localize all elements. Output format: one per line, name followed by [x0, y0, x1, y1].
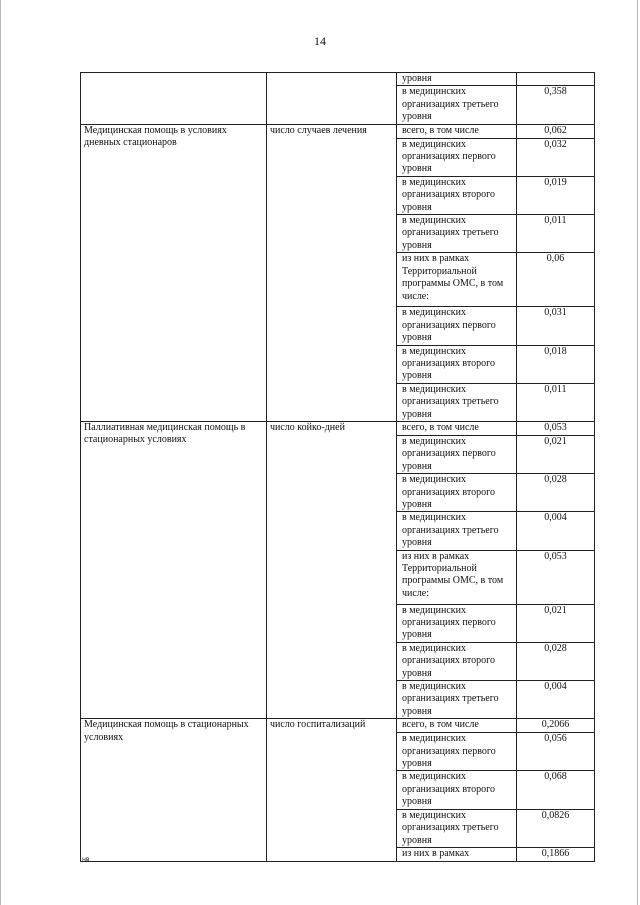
value-cell: 0,004 [517, 512, 595, 550]
table-row [81, 719, 595, 733]
value-cell: 0,011 [517, 215, 595, 253]
breakdown-cell: в медицинских организациях первого уровня [397, 138, 517, 176]
breakdown-cell: уровня [397, 73, 517, 86]
unit-cell [267, 73, 397, 125]
value-cell: 0,1866 [517, 847, 595, 861]
unit-cell: число койко-дней [267, 421, 397, 718]
breakdown-cell: всего, в том числе [397, 421, 517, 435]
value-cell: 0,018 [517, 345, 595, 383]
value-cell: 0,062 [517, 124, 595, 138]
footer-mark: нв [82, 856, 90, 863]
breakdown-cell: в медицинских организациях третьего уровня [397, 809, 517, 847]
breakdown-cell: из них в рамках Территориальной программы ОМС, в том числе: [397, 253, 517, 307]
section-name-cell: Медицинская помощь в стационарных условиях [81, 719, 267, 862]
breakdown-cell: в медицинских организациях второго уровня [397, 345, 517, 383]
volume-table [80, 72, 595, 862]
value-cell: 0,053 [517, 421, 595, 435]
section-name-cell: Паллиативная медицинская помощь в стационарных условиях [81, 421, 267, 718]
breakdown-cell: в медицинских организациях третьего уровня [397, 512, 517, 550]
breakdown-cell: всего, в том числе [397, 719, 517, 733]
breakdown-cell: в медицинских организациях первого уровня [397, 604, 517, 642]
unit-cell: число случаев лечения [267, 124, 397, 421]
breakdown-cell: в медицинских организациях третьего уровня [397, 681, 517, 719]
value-cell: 0,358 [517, 86, 595, 124]
breakdown-cell: в медицинских организациях третьего уровня [397, 383, 517, 421]
breakdown-cell: в медицинских организациях третьего уровня [397, 215, 517, 253]
scan-edge-left [0, 0, 1, 905]
value-cell: 0,028 [517, 474, 595, 512]
breakdown-cell: в медицинских организациях первого уровня [397, 307, 517, 345]
value-cell: 0,004 [517, 681, 595, 719]
section-name-cell: Медицинская помощь в условиях дневных стационаров [81, 124, 267, 421]
unit-cell: число госпитализаций [267, 719, 397, 862]
value-cell: 0,011 [517, 383, 595, 421]
breakdown-cell: в медицинских организациях первого уровня [397, 435, 517, 473]
value-cell: 0,021 [517, 435, 595, 473]
breakdown-cell: в медицинских организациях третьего уровня [397, 86, 517, 124]
scan-edge-right [637, 0, 638, 905]
section-name-cell [81, 73, 267, 125]
breakdown-cell: из них в рамках Территориальной программы ОМС, в том числе: [397, 550, 517, 604]
table-row [81, 73, 595, 86]
breakdown-cell: в медицинских организациях второго уровня [397, 771, 517, 809]
value-cell: 0,021 [517, 604, 595, 642]
value-cell: 0,06 [517, 253, 595, 307]
value-cell: 0,2066 [517, 719, 595, 733]
breakdown-cell: в медицинских организациях второго уровня [397, 642, 517, 680]
table-row [81, 124, 595, 138]
breakdown-cell: всего, в том числе [397, 124, 517, 138]
breakdown-cell: в медицинских организациях второго уровня [397, 474, 517, 512]
value-cell: 0,068 [517, 771, 595, 809]
breakdown-cell: из них в рамках [397, 847, 517, 861]
page-number: 14 [314, 34, 326, 48]
volume-table-body [81, 73, 595, 862]
table-row [81, 421, 595, 435]
value-cell [517, 73, 595, 86]
value-cell: 0,056 [517, 733, 595, 771]
value-cell: 0,028 [517, 642, 595, 680]
value-cell: 0,0826 [517, 809, 595, 847]
breakdown-cell: в медицинских организациях второго уровня [397, 176, 517, 214]
breakdown-cell: в медицинских организациях первого уровня [397, 733, 517, 771]
value-cell: 0,031 [517, 307, 595, 345]
value-cell: 0,053 [517, 550, 595, 604]
value-cell: 0,019 [517, 176, 595, 214]
value-cell: 0,032 [517, 138, 595, 176]
